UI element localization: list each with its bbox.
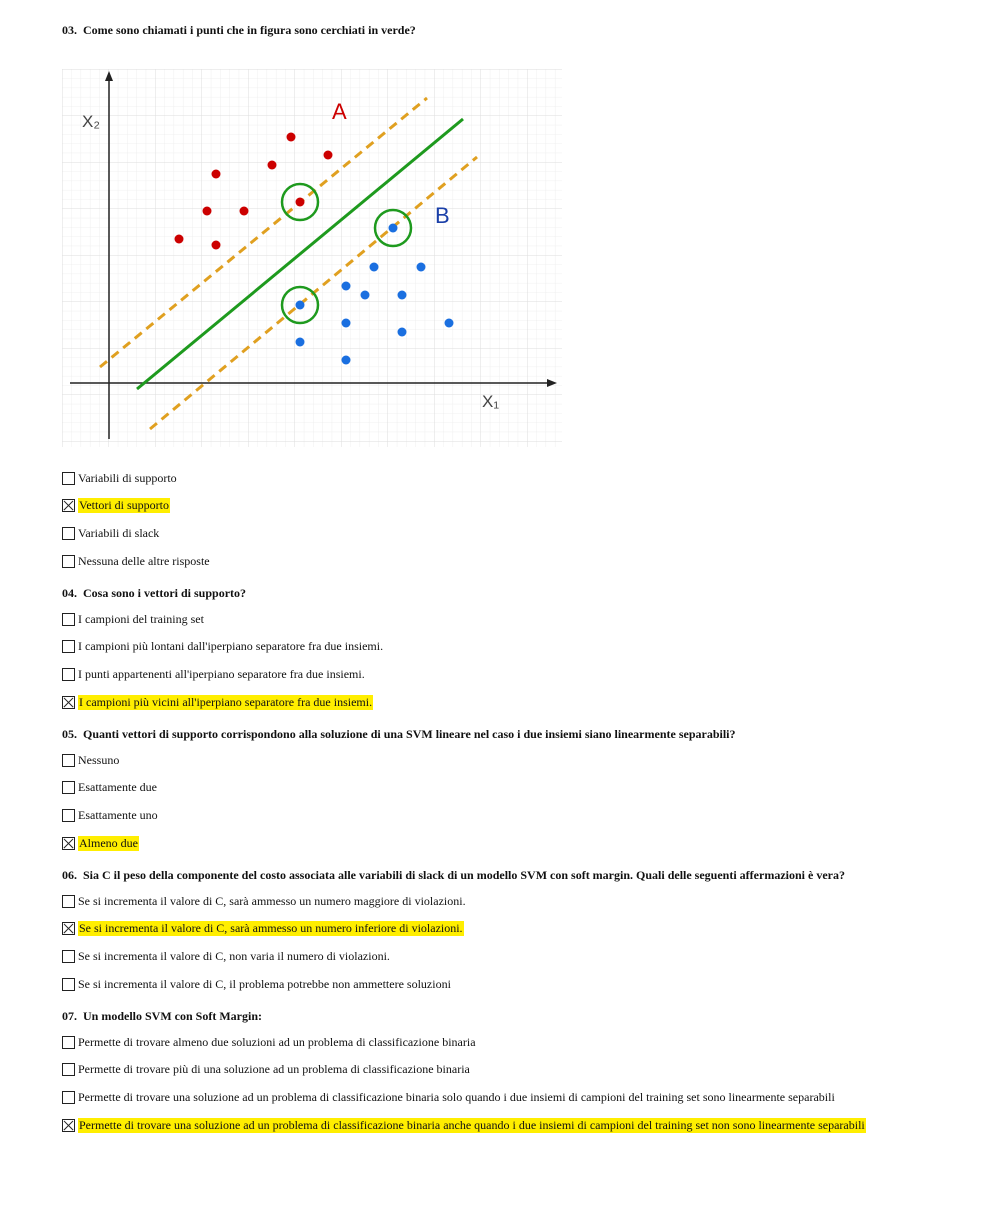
question-number: 07. (62, 1009, 77, 1024)
option-label-correct: Almeno due (79, 835, 138, 850)
checkbox-icon[interactable] (62, 555, 75, 568)
svm-figure (62, 69, 562, 447)
option-label: Permette di trovare più di una soluzione ad un problema di classificazione binaria (78, 1062, 470, 1077)
class-b-point (342, 282, 351, 291)
grid-coarse (62, 69, 562, 447)
checkbox-icon[interactable] (62, 1036, 75, 1049)
option-label-correct: Permette di trovare una soluzione ad un problema di classificazione binaria anche quando i due insiemi di campioni del training set non sono linearmente separabili (79, 1117, 865, 1132)
option-label-correct: Vettori di supporto (79, 498, 169, 513)
option-row[interactable] (62, 609, 962, 629)
class-a-point (203, 207, 212, 216)
class-b-point (398, 291, 407, 300)
checkbox-icon[interactable] (62, 754, 75, 767)
question-title (62, 583, 962, 603)
option-row[interactable] (62, 496, 962, 516)
question-number: 03. (62, 23, 77, 37)
checkbox-icon[interactable] (62, 640, 75, 653)
option-row[interactable] (62, 750, 962, 770)
option-label: I campioni più lontani dall'iperpiano separatore fra due insiemi. (78, 639, 384, 654)
checkbox-icon[interactable] (62, 978, 75, 991)
class-b-point (342, 319, 351, 328)
question-number: 06. (62, 868, 77, 883)
option-row[interactable] (62, 523, 962, 543)
x-axis-label: X₁ (482, 392, 500, 411)
option-row[interactable] (62, 1115, 962, 1135)
checkbox-checked-icon[interactable] (62, 1119, 75, 1132)
question-04 (62, 583, 962, 712)
class-a-point (175, 235, 184, 244)
option-label: Permette di trovare almeno due soluzioni ad un problema di classificazione binaria (78, 1034, 476, 1049)
options-list (62, 468, 962, 571)
option-label: Variabili di slack (78, 525, 160, 540)
option-label: Esattamente due (78, 780, 157, 795)
option-label: I punti appartenenti all'iperpiano separatore fra due insiemi. (78, 666, 365, 681)
checkbox-icon[interactable] (62, 472, 75, 485)
question-number: 05. (62, 727, 77, 742)
class-b-point (296, 338, 305, 347)
checkbox-checked-icon[interactable] (62, 837, 75, 850)
option-label: Esattamente uno (78, 808, 158, 822)
question-03 (62, 20, 962, 571)
class-b-point (389, 224, 398, 233)
option-label: Nessuno (78, 752, 120, 767)
class-b-label: B (435, 203, 450, 228)
option-row[interactable] (62, 1060, 962, 1080)
option-label-correct: I campioni più vicini all'iperpiano separatore fra due insiemi. (79, 694, 373, 709)
option-row[interactable] (62, 778, 962, 798)
question-07 (62, 1006, 962, 1135)
checkbox-icon[interactable] (62, 527, 75, 540)
option-label: Variabili di supporto (78, 470, 177, 485)
option-row[interactable] (62, 1088, 962, 1108)
question-number: 04. (62, 586, 77, 601)
question-title (62, 724, 962, 744)
question-text: Come sono chiamati i punti che in figura sono cerchiati in verde? (83, 23, 416, 37)
option-label: Se si incrementa il valore di C, il problema potrebbe non ammettere soluzioni (78, 976, 451, 991)
option-label: Permette di trovare una soluzione ad un problema di classificazione binaria solo quando i due insiemi di campioni del training set sono linearmente separabili (78, 1090, 835, 1105)
quiz-page (62, 20, 962, 1143)
option-row[interactable] (62, 1032, 962, 1052)
options-list (62, 750, 962, 853)
option-row[interactable] (62, 637, 962, 657)
option-row[interactable] (62, 891, 962, 911)
question-text: Un modello SVM con Soft Margin: (83, 1009, 262, 1024)
class-b-point (398, 328, 407, 337)
checkbox-icon[interactable] (62, 895, 75, 908)
checkbox-icon[interactable] (62, 1063, 75, 1076)
checkbox-icon[interactable] (62, 809, 75, 822)
class-a-point (324, 151, 333, 160)
class-b-point (445, 319, 454, 328)
checkbox-checked-icon[interactable] (62, 922, 75, 935)
checkbox-checked-icon[interactable] (62, 499, 75, 512)
option-label: Se si incrementa il valore di C, non varia il numero di violazioni. (78, 949, 390, 964)
option-row[interactable] (62, 919, 962, 939)
y-axis-label: X₂ (82, 112, 100, 131)
class-a-point (296, 198, 305, 207)
option-row[interactable] (62, 468, 962, 488)
question-title (62, 20, 962, 40)
option-row[interactable] (62, 551, 962, 571)
option-row[interactable] (62, 692, 962, 712)
class-a-point (240, 207, 249, 216)
option-row[interactable] (62, 833, 962, 853)
question-text: Sia C il peso della componente del costo associata alle variabili di slack di un modello SVM con soft margin. Quali delle seguenti affermazioni è vera? (83, 868, 845, 883)
option-row[interactable] (62, 806, 962, 826)
options-list (62, 609, 962, 712)
class-b-point (417, 263, 426, 272)
question-title (62, 1006, 962, 1026)
svm-diagram (62, 69, 562, 447)
option-label-correct: Se si incrementa il valore di C, sarà ammesso un numero inferiore di violazioni. (79, 921, 463, 936)
option-label: Nessuna delle altre risposte (78, 553, 210, 568)
checkbox-icon[interactable] (62, 950, 75, 963)
class-a-point (268, 161, 277, 170)
checkbox-icon[interactable] (62, 668, 75, 681)
checkbox-checked-icon[interactable] (62, 696, 75, 709)
question-text: Quanti vettori di supporto corrispondono alla soluzione di una SVM lineare nel caso i due insiemi siano linearmente separabili? (83, 727, 736, 742)
question-06 (62, 865, 962, 994)
option-row[interactable] (62, 947, 962, 967)
class-b-point (361, 291, 370, 300)
class-b-point (296, 301, 305, 310)
question-title (62, 865, 962, 885)
question-05 (62, 724, 962, 853)
option-label: Se si incrementa il valore di C, sarà ammesso un numero maggiore di violazioni. (78, 893, 466, 908)
options-list (62, 891, 962, 994)
checkbox-icon[interactable] (62, 781, 75, 794)
class-a-label: A (332, 99, 347, 124)
question-text: Cosa sono i vettori di supporto? (83, 586, 247, 601)
option-row[interactable] (62, 664, 962, 684)
options-list (62, 1032, 962, 1135)
checkbox-icon[interactable] (62, 613, 75, 626)
class-b-point (370, 263, 379, 272)
option-label: I campioni del training set (78, 611, 204, 626)
class-b-point (342, 356, 351, 365)
option-row[interactable] (62, 974, 962, 994)
class-a-point (287, 133, 296, 142)
class-a-point (212, 241, 221, 250)
class-a-point (212, 170, 221, 179)
checkbox-icon[interactable] (62, 1091, 75, 1104)
